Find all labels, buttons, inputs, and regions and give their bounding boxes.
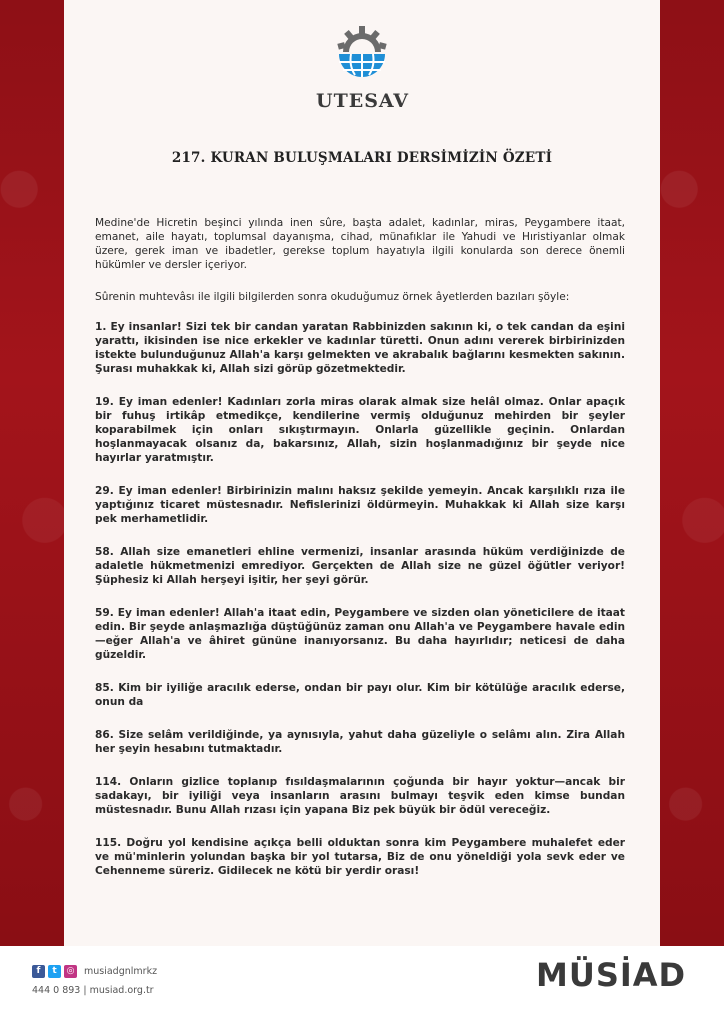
verse-1: 1. Ey insanlar! Sizi tek bir candan yaratan Rabbinizden sakının ki, o tek candan da eşini yarattı, ikisinden ise nice erkekler ve kadınlar türetti. Onun adını vererek birbirinizden istekte bulunduğunuz Allah'a karşı gelmekten ve akrabalık bağlarını kesmekten sakının. Şurası muhakkak ki, Allah sizi görüp gözetmektedir. [95, 321, 625, 375]
right-decorative-border [660, 0, 724, 946]
logo-wordmark: UTESAV [316, 90, 410, 112]
verse-58: 58. Allah size emanetleri ehline vermenizi, insanlar arasında hüküm verdiğinizde de adaletle hükmetmenizi emrediyor. Gerçekten de Allah size ne güzel öğütler veriyor! Şüphesiz ki Allah herşeyi işitir, her şeyi görür. [95, 546, 625, 586]
verse-86: 86. Size selâm verildiğinde, ya aynısıyla, yahut daha güzeliyle o selâmı alın. Zira Allah her şeyin hesabını tutmaktadır. [95, 729, 625, 755]
musiad-logo: MÜSİAD [536, 956, 687, 994]
lead-paragraph: Sûrenin muhtevâsı ile ilgili bilgilerden sonra okuduğumuz örnek âyetlerden bazıları şöyle: [95, 291, 570, 303]
verse-114: 114. Onların gizlice toplanıp fısıldaşmalarının çoğunda bir hayır yoktur—ancak bir sadakayı, bir iyiliği veya insanların arasını bulmayı teşvik eden kimse bundan müstesnadır. Bunu Allah rızası için yapana Biz pek büyük bir ödül vereceğiz. [95, 776, 625, 816]
contact-line [32, 985, 154, 996]
gear-globe-icon [329, 22, 395, 86]
verse-115: 115. Doğru yol kendisine açıkça belli olduktan sonra kim Peygambere muhalefet eder ve mü'minlerin yolundan başka bir yol tutarsa, Biz de onu yöneldiği yola sevk eder ve Cehenneme süreriz. Gidilecek ne kötü bir yerdir orası! [95, 837, 625, 877]
verse-85: 85. Kim bir iyiliğe aracılık ederse, ondan bir payı olur. Kim bir kötülüğe aracılık ederse, onun da [95, 682, 625, 708]
verse-59: 59. Ey iman edenler! Allah'a itaat edin, Peygambere ve sizden olan yöneticilere de itaat edin. Bir şeyde anlaşmazlığa düştüğünüz zaman onu Allah'a ve Peygambere havale edin—eğer Allah'a ve âhiret gününe inanıyorsanız. Bu daha hayırlıdır; neticesi de daha güzeldir. [95, 607, 625, 661]
verse-29: 29. Ey iman edenler! Birbirinizin malını haksız şekilde yemeyin. Ancak karşılıklı rıza ile yaptığınız ticaret müstesnadır. Nefislerinizi öldürmeyin. Muhakkak ki Allah size karşı pek merhametlidir. [95, 485, 625, 525]
facebook-icon[interactable]: f [32, 965, 45, 978]
phone-number: 444 0 893 [32, 985, 81, 996]
twitter-icon[interactable]: t [48, 965, 61, 978]
website-link[interactable]: musiad.org.tr [89, 985, 154, 996]
verse-19: 19. Ey iman edenler! Kadınları zorla miras olarak almak size helâl olmaz. Onlar apaçık bir fuhuş irtikâp etmedikçe, kendilerine vermiş olduğunuz mehirden bir şeyler koparabilmek için onları sıkıştırmayın. Onlarla güzellikle geçinin. Onlardan hoşlanmayacak olsanız da, bakarsınız, Allah, sizin hoşlanmadığınız bir şeyde nice hayırlar yaratmıştır. [95, 396, 625, 464]
social-handle[interactable]: musiadgnlmrkz [84, 966, 158, 977]
left-decorative-border [0, 0, 64, 946]
contact-separator: | [83, 985, 87, 996]
utesav-logo [316, 22, 408, 112]
instagram-icon[interactable]: ◎ [64, 965, 77, 978]
document-body [95, 216, 625, 897]
document-title: 217. KURAN BULUŞMALARI DERSİMİZİN ÖZETİ [171, 150, 553, 166]
social-links [32, 965, 157, 978]
intro-paragraph: Medine'de Hicretin beşinci yılında inen sûre, başta adalet, kadınlar, miras, Peygambere itaat, emanet, aile hayatı, toplumsal dayanışma, cihad, münafıklar ile Yahudi ve Hıristiyanlar olmak üzere, gerek iman ve ibadetler, gerekse toplum hayatıyla ilgili konularda son derece önemli hükümler ve dersler içeriyor. [95, 217, 625, 271]
